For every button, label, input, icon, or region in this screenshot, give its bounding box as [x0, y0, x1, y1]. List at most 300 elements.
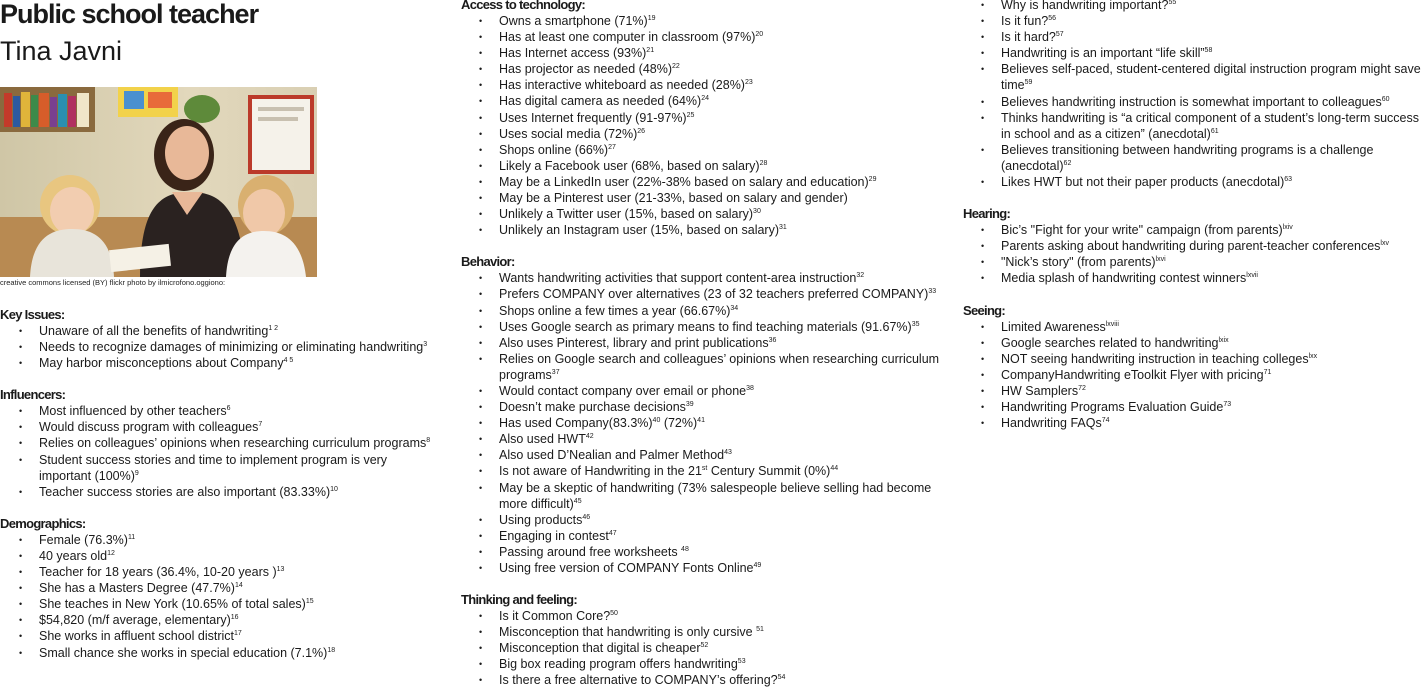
item-text: Relies on Google search and colleagues’ opinions when researching curriculum programs [499, 351, 940, 382]
item-text: Would contact company over email or phone [499, 383, 747, 398]
bullet-icon: • [981, 16, 985, 27]
bullet-icon: • [19, 358, 23, 369]
item-text: NOT seeing handwriting instruction in teaching colleges [1001, 351, 1309, 366]
item-text: Has used Company(83.3%) [499, 416, 653, 431]
footnote-ref: 49 [753, 562, 762, 569]
list-item [461, 383, 941, 399]
item-text: Unlikely an Instagram user (15%, based on salary) [499, 223, 779, 238]
bullet-list [0, 323, 440, 371]
bullet-icon: • [479, 193, 483, 204]
footnote-ref: 28 [759, 159, 768, 167]
footnote-ref: lxiv [1282, 224, 1293, 232]
footnote-ref: lxix [1218, 336, 1229, 344]
bullet-icon: • [479, 273, 483, 284]
bullet-icon: • [981, 0, 985, 10]
item-text: Is there a free alternative to COMPANY’s offering? [499, 673, 778, 688]
footnote-ref: 27 [608, 143, 616, 151]
bullet-icon: • [479, 176, 483, 187]
list-item [461, 142, 941, 158]
bullet-icon: • [479, 418, 483, 429]
bullet-icon: • [479, 627, 483, 638]
footnote-ref: 20 [755, 31, 764, 39]
bullet-list [461, 608, 941, 688]
footnote-ref: 23 [744, 79, 753, 87]
footnote-ref: 8 [426, 437, 431, 445]
footnote-ref: 48 [681, 545, 689, 553]
footnote-ref: 59 [1024, 79, 1033, 87]
column-right [963, 0, 1425, 431]
list-item [0, 596, 440, 612]
footnote-ref: 15 [305, 598, 314, 606]
bullet-icon: • [19, 583, 23, 594]
list-item [461, 222, 941, 238]
bullet-icon: • [981, 353, 985, 364]
item-text: Uses Internet frequently (91-97%) [499, 110, 687, 125]
item-text: She teaches in New York (10.65% of total sales) [39, 597, 306, 612]
section-spacer [963, 190, 1425, 206]
item-text: May be a LinkedIn user (22%-38% based on salary and education) [499, 174, 869, 189]
item-text: Owns a smartphone (71%) [499, 14, 648, 28]
item-text: Teacher success stories are also important (83.33%) [39, 484, 331, 499]
item-text: Passing around free worksheets [499, 544, 682, 559]
bullet-icon: • [479, 321, 483, 332]
list-item [461, 286, 941, 302]
footnote-ref: 4 5 [283, 357, 294, 365]
bullet-icon: • [981, 32, 985, 43]
item-text: Media splash of handwriting contest winners [1001, 271, 1247, 286]
footnote-ref: 10 [330, 485, 338, 493]
bullet-icon: • [981, 273, 985, 284]
item-text: Believes transitioning between handwriting programs is a challenge (anecdotal) [1001, 142, 1374, 173]
item-text: Likely a Facebook user (68%, based on salary) [499, 158, 760, 173]
list-item [461, 126, 941, 142]
section-seeing [963, 303, 1425, 432]
list-item [0, 323, 440, 339]
footnote-ref: 47 [608, 529, 617, 537]
bullet-icon: • [479, 546, 483, 557]
bullet-icon: • [981, 257, 985, 268]
list-item [461, 45, 941, 61]
item-text: $54,820 (m/f average, elementary) [39, 613, 231, 628]
list-item [461, 624, 941, 640]
section-heading: Hearing: [963, 206, 1011, 222]
footnote-ref: 12 [107, 549, 115, 557]
footnote-ref: lxvii [1246, 272, 1258, 280]
item-text: Likes HWT but not their paper products (anecdotal) [1001, 175, 1285, 190]
footnote-ref: 25 [686, 111, 695, 119]
footnote-ref: 7 [258, 421, 263, 429]
list-item [461, 431, 941, 447]
footnote-ref: 61 [1210, 127, 1219, 135]
item-text: Handwriting is an important “life skill” [1001, 46, 1205, 61]
bullet-icon: • [19, 599, 23, 610]
bullet-list [0, 532, 440, 661]
footnote-ref: 56 [1048, 15, 1057, 23]
column-left [0, 307, 440, 661]
bullet-icon: • [981, 321, 985, 332]
list-item [461, 399, 941, 415]
footnote-ref: 30 [753, 208, 761, 216]
footnote-ref: 45 [573, 497, 582, 505]
list-item [0, 355, 440, 371]
bullet-icon: • [479, 482, 483, 493]
section-spacer [461, 576, 941, 592]
item-text: She works in affluent school district [39, 629, 235, 644]
item-text: Teacher for 18 years (36.4%, 10-20 years ) [39, 565, 277, 580]
bullet-list [461, 270, 941, 576]
footnote-ref: 3 [423, 341, 428, 349]
footnote-ref: 22 [672, 63, 680, 71]
list-item [0, 435, 440, 451]
bullet-icon: • [479, 353, 483, 364]
list-item [461, 77, 941, 93]
bullet-icon: • [479, 530, 483, 541]
section-heading: Key Issues: [0, 307, 65, 322]
footnote-ref: 17 [234, 630, 242, 638]
footnote-ref: 51 [756, 626, 764, 634]
footnote-ref: 16 [230, 614, 239, 622]
item-text: Relies on colleagues’ opinions when researching curriculum programs [39, 436, 427, 451]
bullet-icon: • [479, 289, 483, 300]
bullet-icon: • [479, 96, 483, 107]
bullet-icon: • [479, 305, 483, 316]
footnote-ref: 54 [777, 674, 786, 682]
list-item [963, 415, 1425, 431]
list-item [461, 93, 941, 109]
bullet-icon: • [981, 177, 985, 188]
item-text: Student success stories and time to implement program is very important (100%) [39, 452, 388, 483]
footnote-ref: 35 [911, 320, 920, 328]
item-text: Believes handwriting instruction is somewhat important to colleagues [1001, 94, 1382, 109]
footnote-ref: 57 [1055, 31, 1064, 39]
list-item [461, 319, 941, 335]
footnote-ref: lxv [1380, 240, 1389, 248]
item-text: Has digital camera as needed (64%) [499, 94, 702, 109]
list-item [963, 238, 1425, 254]
list-item [461, 415, 941, 431]
section-heading: Behavior: [461, 254, 515, 270]
section-heading: Influencers: [0, 387, 66, 403]
footnote-ref: 72 [1078, 384, 1086, 392]
bullet-icon: • [981, 401, 985, 412]
section-demographics [0, 516, 440, 661]
list-item [461, 560, 941, 576]
item-text: Uses social media (72%) [499, 126, 638, 141]
list-item [0, 532, 440, 548]
list-item [461, 174, 941, 190]
item-text: Parents asking about handwriting during parent-teacher conferences [1001, 239, 1381, 254]
bullet-list [963, 319, 1425, 432]
item-text: Using free version of COMPANY Fonts Online [499, 561, 754, 575]
item-text: Unlikely a Twitter user (15%, based on salary) [499, 207, 754, 222]
section-spacer [461, 238, 941, 254]
list-item [963, 94, 1425, 110]
list-item [963, 254, 1425, 270]
bullet-icon: • [19, 438, 23, 449]
footnote-ref: 71 [1263, 368, 1272, 376]
list-item [461, 447, 941, 463]
item-text: Needs to recognize damages of minimizing or eliminating handwriting [39, 340, 424, 355]
list-item [963, 270, 1425, 286]
section-hearing [963, 206, 1425, 286]
item-text: Has Internet access (93%) [499, 46, 647, 61]
footnote-ref: 58 [1204, 47, 1213, 55]
item-text: May harbor misconceptions about Company [39, 356, 284, 371]
list-item [963, 45, 1425, 61]
item-text: May be a Pinterest user (21-33%, based on salary and gender) [499, 191, 848, 206]
list-item [461, 656, 941, 672]
section-heading: Thinking and feeling: [461, 592, 578, 608]
item-text: Is it hard? [1001, 30, 1056, 45]
bullet-icon: • [981, 144, 985, 155]
item-text: Small chance she works in special education (7.1%) [39, 645, 328, 660]
item-text: Why is handwriting important? [1001, 0, 1169, 12]
bullet-icon: • [479, 337, 483, 348]
list-item [461, 270, 941, 286]
item-text: Female (76.3%) [39, 532, 128, 547]
list-item [0, 403, 440, 419]
list-item [461, 512, 941, 528]
bullet-icon: • [479, 128, 483, 139]
list-item [461, 672, 941, 688]
list-item [461, 544, 941, 560]
bullet-icon: • [19, 567, 23, 578]
bullet-list [0, 403, 440, 500]
bullet-icon: • [479, 434, 483, 445]
footnote-ref: 26 [637, 127, 646, 135]
footnote-ref: 53 [737, 658, 746, 666]
footnote-ref: 55 [1168, 0, 1177, 6]
list-item [461, 335, 941, 351]
item-text: Wants handwriting activities that support content-area instruction [499, 271, 857, 286]
footnote-ref: 24 [701, 95, 709, 103]
section-thinking-cont [963, 0, 1425, 190]
bullet-list [461, 13, 941, 238]
bullet-icon: • [981, 418, 985, 429]
footnote-ref: 52 [700, 642, 709, 650]
item-text: Uses Google search as primary means to find teaching materials (91.67%) [499, 319, 912, 334]
footnote-ref: 34 [730, 304, 739, 312]
list-item [461, 640, 941, 656]
item-text: Google searches related to handwriting [1001, 335, 1219, 350]
item-text: Also uses Pinterest, library and print publications [499, 335, 769, 350]
list-item [461, 608, 941, 624]
bullet-icon: • [479, 80, 483, 91]
item-text: Handwriting FAQs [1001, 416, 1102, 431]
list-item [461, 110, 941, 126]
bullet-icon: • [19, 615, 23, 626]
item-text: Misconception that digital is cheaper [499, 641, 701, 656]
footnote-ref: st [701, 465, 708, 473]
list-item [963, 383, 1425, 399]
item-text: Misconception that handwriting is only cursive [499, 625, 757, 640]
item-text-continued: (72%) [660, 416, 698, 431]
list-item [963, 399, 1425, 415]
footnote-ref: 6 [226, 405, 231, 413]
photo-caption: creative commons licensed (BY) flickr photo by ilmicrofono.oggiono: [0, 278, 226, 287]
bullet-icon: • [479, 450, 483, 461]
list-item [0, 452, 440, 484]
item-text: Believes self-paced, student-centered digital instruction program might save time [1001, 62, 1421, 93]
footnote-ref: 11 [127, 533, 136, 541]
bullet-icon: • [479, 402, 483, 413]
footnote-ref: 31 [779, 224, 787, 232]
item-text: Unaware of all the benefits of handwriting [39, 324, 269, 338]
bullet-icon: • [981, 64, 985, 75]
bullet-icon: • [981, 337, 985, 348]
list-item [0, 564, 440, 580]
list-item [461, 158, 941, 174]
section-thinking [461, 592, 941, 688]
bullet-icon: • [479, 385, 483, 396]
item-text: Thinks handwriting is “a critical component of a student’s long-term success in school and as a citizen” (anecdotal) [1001, 110, 1420, 141]
bullet-icon: • [19, 486, 23, 497]
item-text-continued: Century Summit (0%) [707, 464, 831, 479]
footnote-ref: 60 [1381, 95, 1390, 103]
list-item [461, 480, 941, 512]
item-text: Shops online a few times a year (66.67%) [499, 303, 731, 318]
bullet-icon: • [19, 631, 23, 642]
item-text: Has at least one computer in classroom (97%) [499, 30, 756, 45]
item-text: Bic’s "Fight for your write" campaign (from parents) [1001, 223, 1283, 238]
column-middle [461, 0, 941, 689]
footnote-ref: 39 [685, 401, 694, 409]
item-text: Is it Common Core? [499, 609, 611, 624]
bullet-icon: • [479, 611, 483, 622]
footnote-ref: lxvi [1155, 256, 1166, 264]
list-item [963, 351, 1425, 367]
footnote-ref: 50 [610, 610, 618, 618]
item-text: Also used HWT [499, 432, 586, 447]
bullet-icon: • [479, 675, 483, 686]
bullet-icon: • [479, 563, 483, 573]
item-text: Limited Awareness [1001, 319, 1106, 334]
item-text: Doesn’t make purchase decisions [499, 400, 686, 415]
bullet-icon: • [479, 32, 483, 43]
bullet-icon: • [479, 160, 483, 171]
bullet-icon: • [981, 48, 985, 59]
list-item [963, 29, 1425, 45]
bullet-icon: • [479, 643, 483, 654]
section-behavior [461, 254, 941, 576]
bullet-icon: • [19, 534, 23, 545]
item-text: Prefers COMPANY over alternatives (23 of 32 teachers preferred COMPANY) [499, 287, 929, 302]
list-item [461, 351, 941, 383]
bullet-icon: • [981, 112, 985, 123]
list-item [0, 419, 440, 435]
footnote-ref: 1 2 [268, 325, 279, 332]
footnote-ref: 43 [724, 449, 732, 457]
item-text: Engaging in contest [499, 528, 609, 543]
bullet-icon: • [981, 96, 985, 107]
footnote-ref: 41 [697, 417, 705, 425]
section-heading: Demographics: [0, 515, 86, 531]
list-item [0, 612, 440, 628]
footnote-ref: 19 [647, 15, 656, 22]
list-item [963, 335, 1425, 351]
list-item [0, 339, 440, 355]
list-item [963, 13, 1425, 29]
list-item [461, 61, 941, 77]
bullet-icon: • [479, 144, 483, 155]
bullet-icon: • [479, 225, 483, 236]
list-item [0, 484, 440, 500]
list-item [963, 174, 1425, 190]
item-text: Is not aware of Handwriting in the 21 [499, 464, 702, 479]
bullet-icon: • [19, 406, 23, 417]
footnote-ref: lxx [1308, 352, 1318, 360]
bullet-icon: • [981, 385, 985, 396]
section-spacer [963, 287, 1425, 303]
bullet-icon: • [479, 209, 483, 220]
list-item [461, 303, 941, 319]
footnote-ref: 29 [868, 175, 877, 183]
footnote-ref: 46 [582, 513, 591, 521]
item-text: Is it fun? [1001, 14, 1049, 29]
bullet-icon: • [19, 422, 23, 433]
section-influencers [0, 387, 440, 500]
footnote-ref: 36 [768, 336, 777, 344]
section-spacer [0, 371, 440, 387]
item-text: Has interactive whiteboard as needed (28%) [499, 78, 745, 93]
list-item [963, 110, 1425, 142]
item-text: Using products [499, 512, 583, 527]
section-heading: Seeing: [963, 302, 1006, 318]
bullet-icon: • [479, 48, 483, 59]
footnote-ref: 40 [652, 417, 661, 425]
footnote-ref: lxviii [1105, 320, 1119, 328]
bullet-icon: • [981, 369, 985, 380]
bullet-icon: • [19, 342, 23, 353]
list-item [963, 61, 1425, 93]
bullet-icon: • [19, 326, 23, 336]
list-item [0, 548, 440, 564]
footnote-ref: 21 [646, 47, 655, 55]
footnote-ref: 44 [830, 465, 839, 473]
item-text: Would discuss program with colleagues [39, 420, 259, 435]
bullet-icon: • [479, 659, 483, 670]
section-heading: Access to technology: [461, 0, 585, 12]
item-text: "Nick’s story" (from parents) [1001, 255, 1156, 270]
bullet-icon: • [19, 647, 23, 658]
item-text: Has projector as needed (48%) [499, 62, 673, 77]
bullet-icon: • [981, 241, 985, 252]
list-item [963, 319, 1425, 335]
item-text: 40 years old [39, 548, 108, 563]
list-item [461, 463, 941, 479]
item-text: Big box reading program offers handwriting [499, 657, 738, 672]
list-item [461, 190, 941, 206]
bullet-list [963, 0, 1425, 190]
list-item [963, 222, 1425, 238]
list-item [0, 645, 440, 661]
list-item [0, 580, 440, 596]
bullet-icon: • [479, 112, 483, 123]
list-item [461, 29, 941, 45]
list-item [963, 0, 1425, 13]
item-text: She has a Masters Degree (47.7%) [39, 581, 235, 596]
bullet-icon: • [19, 550, 23, 561]
item-text: CompanyHandwriting eToolkit Flyer with pricing [1001, 367, 1264, 382]
footnote-ref: 74 [1101, 417, 1110, 425]
list-item [0, 628, 440, 644]
persona-photo [0, 87, 317, 277]
footnote-ref: 13 [276, 566, 285, 574]
item-text: HW Samplers [1001, 383, 1079, 398]
classroom-photo-illustration [0, 87, 317, 277]
footnote-ref: 42 [585, 433, 594, 441]
persona-name: Tina Javni [0, 36, 123, 66]
